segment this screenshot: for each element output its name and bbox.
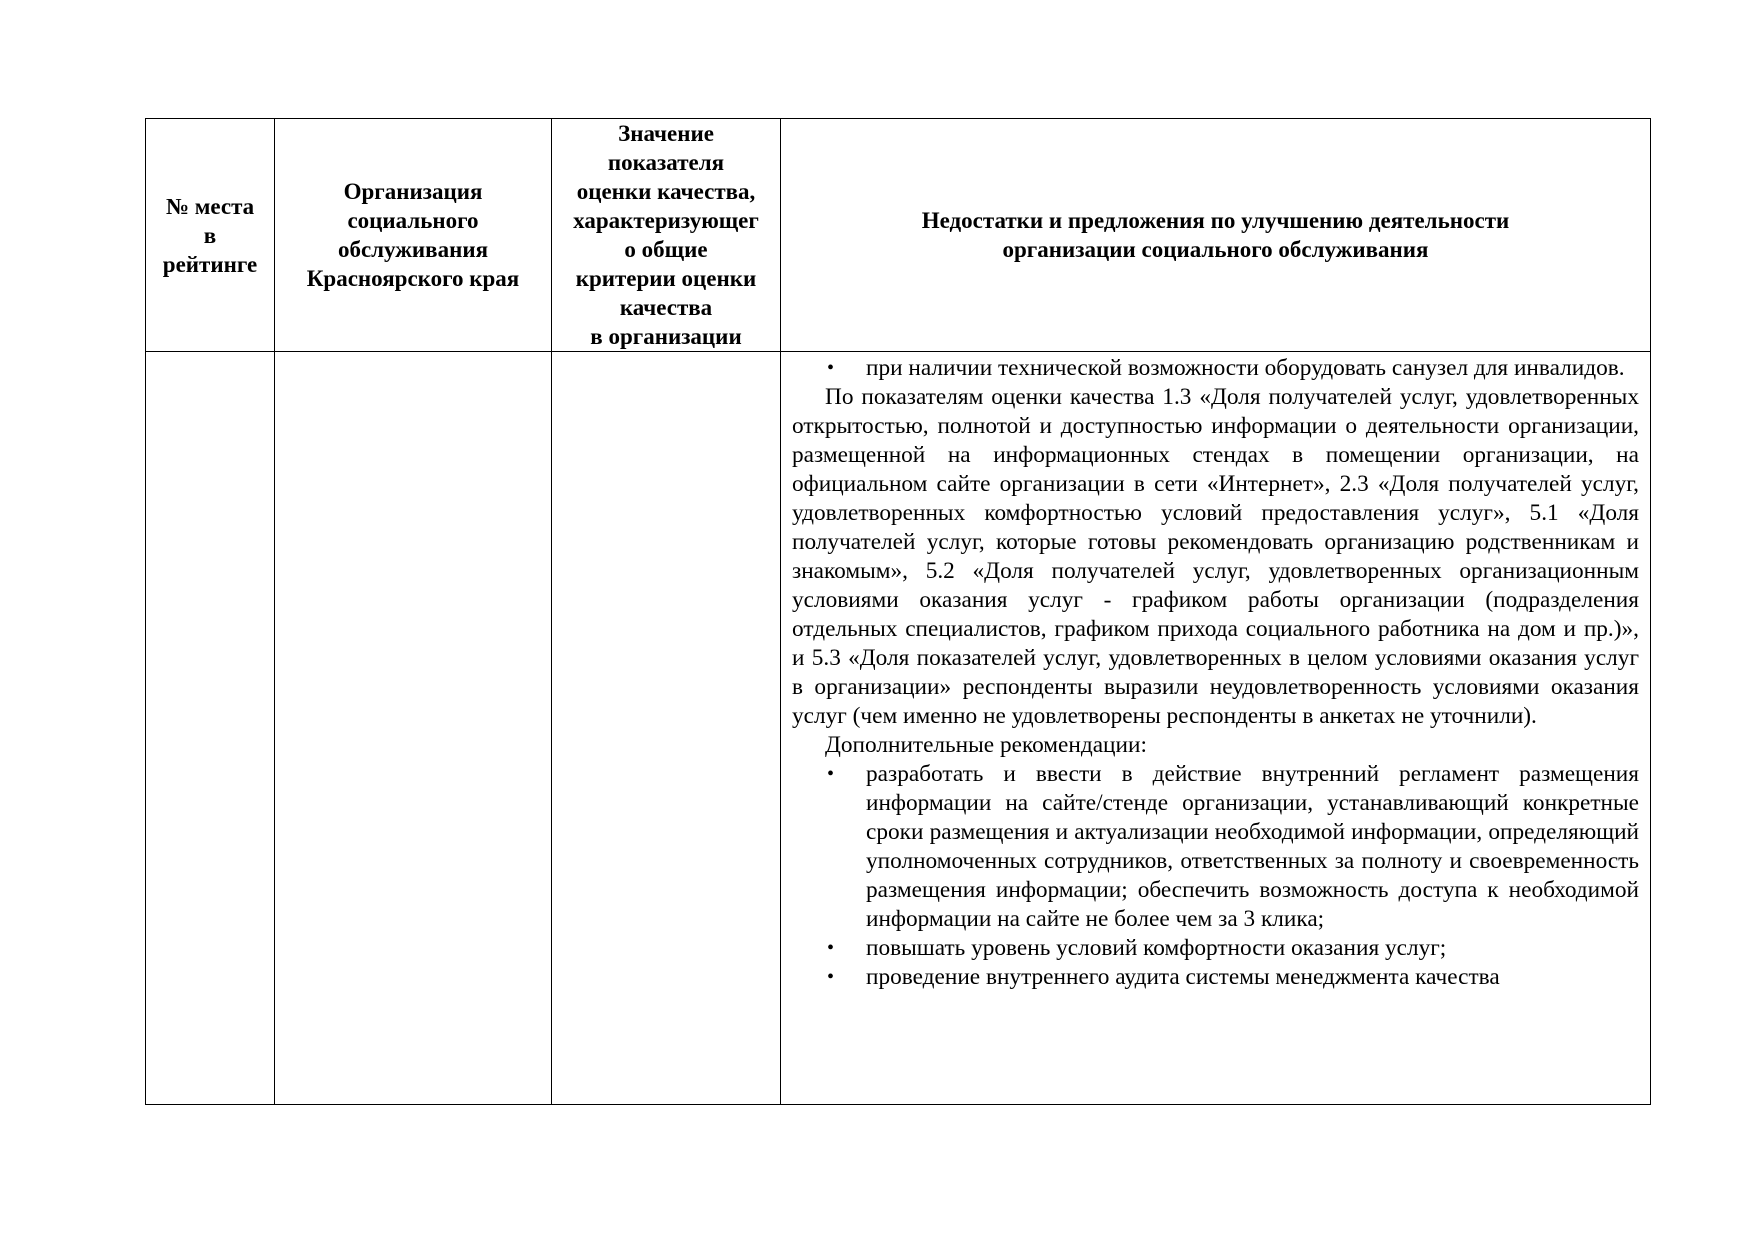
- bullet-list-top: [792, 354, 1639, 383]
- cell-shortcomings: [781, 352, 1651, 1105]
- list-item-text: проведение внутреннего аудита системы менеджмента качества: [866, 964, 1500, 990]
- bullet-icon: •: [827, 937, 835, 959]
- list-item: [792, 760, 1639, 934]
- list-item: [792, 963, 1639, 992]
- table-header-row: [146, 119, 1651, 352]
- list-item-text: повышать уровень условий комфортности оказания услуг;: [866, 935, 1447, 961]
- table-row: [146, 352, 1651, 1105]
- cell-quality-value: [552, 352, 781, 1105]
- header-shortcomings: Недостатки и предложения по улучшению деятельности организации социального обслуживания: [781, 119, 1651, 352]
- list-item-text: при наличии технической возможности оборудовать санузел для инвалидов.: [866, 355, 1625, 381]
- bullet-icon: •: [827, 966, 835, 988]
- cell-rank: [146, 352, 275, 1105]
- header-quality-value: Значение показателя оценки качества, характеризующег о общие критерии оценки качества в организации: [552, 119, 781, 352]
- bullet-icon: •: [827, 763, 835, 785]
- list-item: [792, 934, 1639, 963]
- paragraph-additional-recommendations: Дополнительные рекомендации:: [825, 732, 1147, 758]
- bullet-icon: •: [827, 357, 835, 379]
- header-organization: Организация социального обслуживания Красноярского края: [275, 119, 552, 352]
- bullet-list-recommendations: [792, 760, 1639, 992]
- cell-organization: [275, 352, 552, 1105]
- header-rank: № места в рейтинге: [146, 119, 275, 352]
- list-item-text: разработать и ввести в действие внутренний регламент размещения информации на сайте/стенде организации, устанавливающий конкретные сроки размещения и актуализации необходимой информации, определяющий уполномоченных сотрудников, ответственных за полноту и своевременность размещения информации; обеспечить возможность доступа к необходимой информации на сайте не более чем за 3 клика;: [866, 761, 1639, 932]
- paragraph-quality-indicators: По показателям оценки качества 1.3 «Доля получателей услуг, удовлетворенных открытостью, полнотой и доступностью информации о деятельности организации, размещенной на информационных стендах в помещении организации, на официальном сайте организации в сети «Интернет», 2.3 «Доля получателей услуг, удовлетворенных комфортностью условий предоставления услуг», 5.1 «Доля получателей услуг, которые готовы рекомендовать организацию родственникам и знакомым», 5.2 «Доля получателей услуг, удовлетворенных организационным условиями оказания услуг - графиком работы организации (подразделения отдельных специалистов, графиком прихода социального работника на дом и пр.)», и 5.3 «Доля показателей услуг, удовлетворенных в целом условиями оказания услуг в организации» респонденты выразили неудовлетворенность условиями оказания услуг (чем именно не удовлетворены респонденты в анкетах не уточнили).: [792, 384, 1639, 729]
- list-item: [792, 354, 1639, 383]
- rating-table: [145, 118, 1651, 1105]
